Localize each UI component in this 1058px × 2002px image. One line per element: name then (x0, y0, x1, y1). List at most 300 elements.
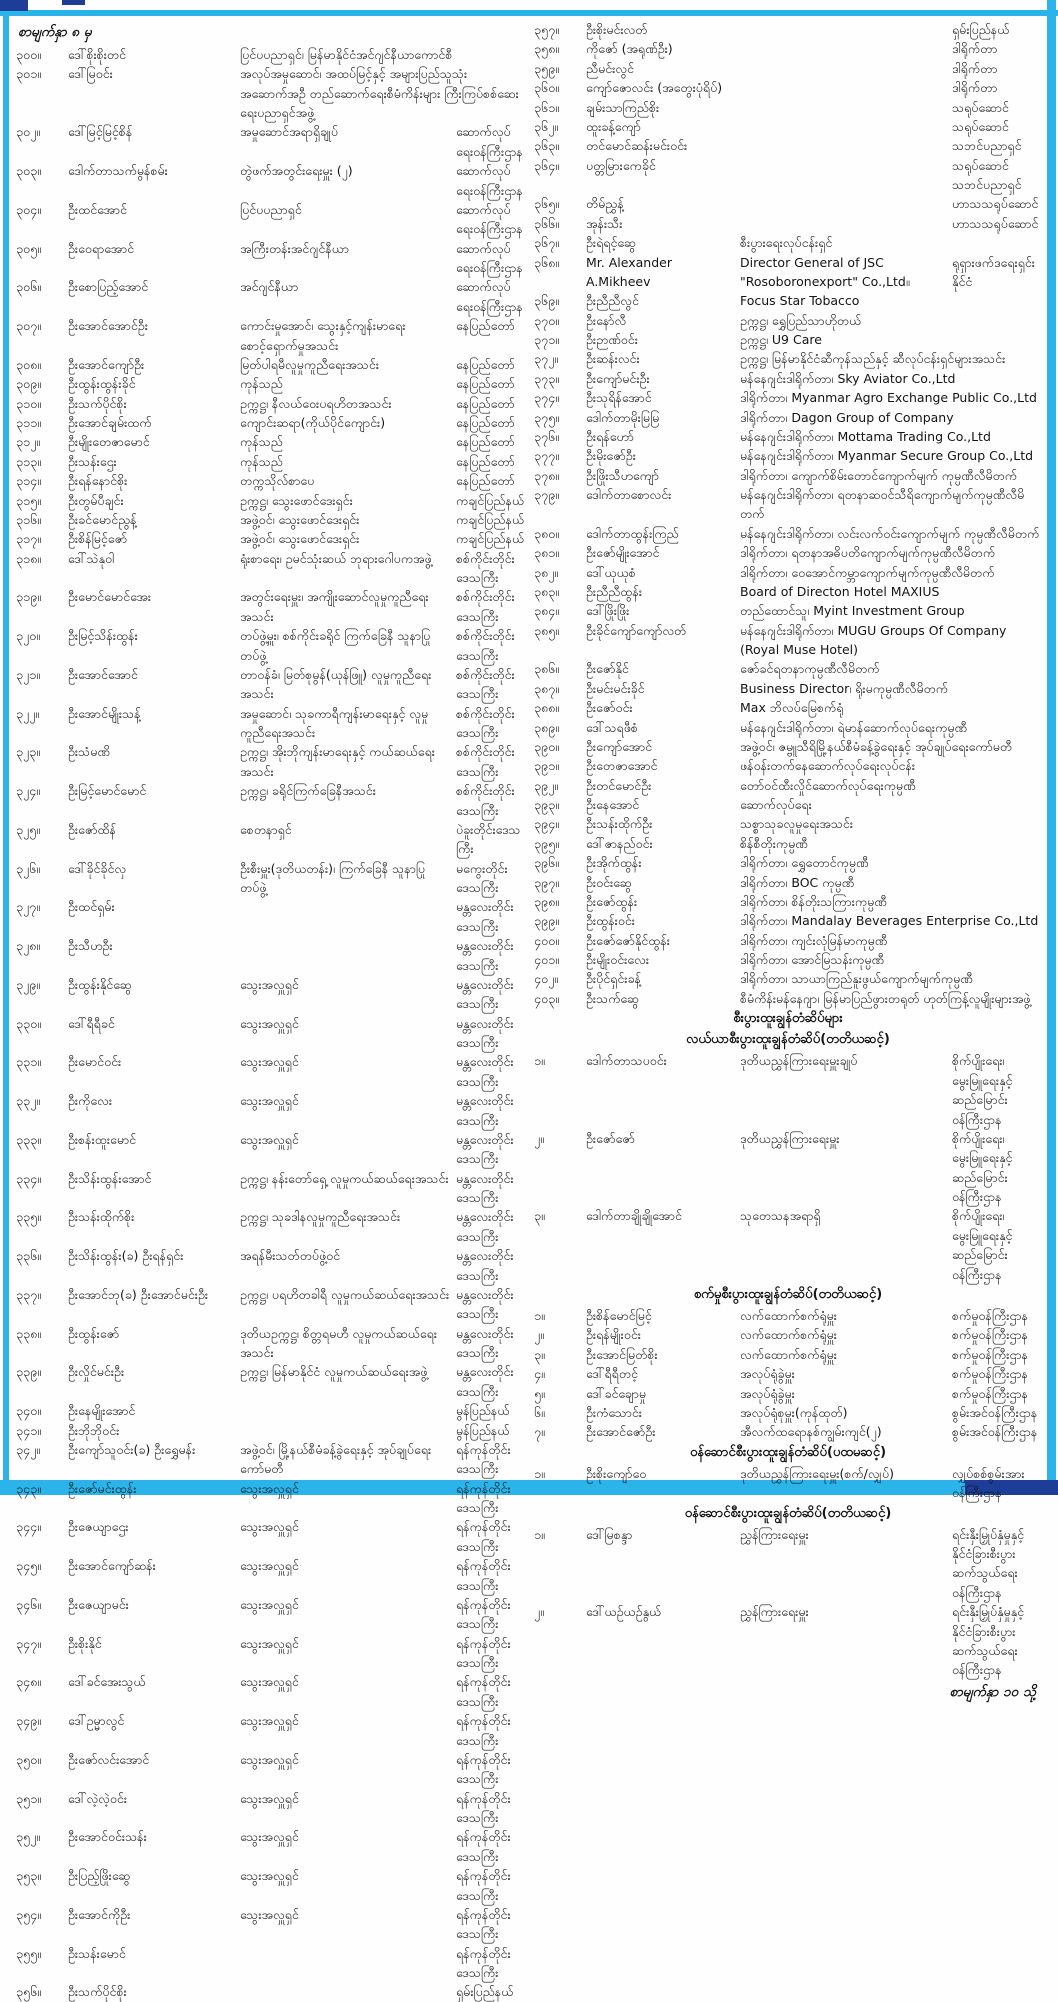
entry-role: စိန်စီတိုးကုမ္ပဏီ (740, 835, 808, 851)
entry-number: ၃၁၈။ (16, 550, 41, 566)
entry-name: ဦးဆန်းလင်း (586, 351, 640, 367)
entry-region: ပဲခူးတိုင်းဒေသကြီး (456, 821, 521, 857)
entry-region: ဟာသသရုပ်ဆောင် (952, 196, 1039, 212)
entry-role: ဥက္ကဋ္ဌ၊ မြန်မာနိုင်ငံဆီကုန်သည်နှင့် ဆီလုပ်ငန်းရှင်များအသင်း (740, 351, 1006, 367)
entry-number: ၃၆၆။ (534, 215, 559, 231)
entry-name: ဦးဇေယျာမင်း (68, 1596, 129, 1612)
entry-name: ဦးဇော်ဇော်နိုင်ထွန်း (586, 932, 670, 948)
entry-role: သွေးအလှူရှင် (240, 976, 299, 992)
section-header: လယ်ယာစီးပွားထူးချွန်တံဆိပ်(တတိယဆင့်) (686, 1032, 890, 1048)
entry-role: မြတ်ပါရမီလူမှုကူညီရေးအသင်း (240, 356, 380, 372)
entry-number: ၃၂၇။ (16, 899, 40, 915)
entry-name: ဒေါ်လဲ့လဲ့ဝင်း (68, 1790, 128, 1806)
entry-region: မန္တလေးတိုင်းဒေသကြီး (456, 1131, 514, 1167)
entry-name: ဒေါ်ယဉ်ယဉ်နွယ် (586, 1604, 662, 1620)
entry-region: ဆောက်လုပ်ရေးဝန်ကြီးဌာန (456, 201, 523, 237)
entry-name: ဒေါက်တာထွန်းကြည် (586, 525, 679, 541)
frame-top-border (0, 10, 1058, 16)
entry-number: ၃၃၂။ (16, 1093, 40, 1109)
list-item (16, 374, 524, 393)
entry-number: ၅။ (534, 1385, 545, 1401)
entry-name: ဒေါက်တာစောလင်း (586, 487, 672, 502)
entry-name: ဦးအောင်ဘု(ခ) ဦးအောင်မင်းဦး (68, 1286, 209, 1302)
entry-number: ၄၀၃။ (534, 990, 559, 1006)
list-item (534, 892, 1042, 911)
entry-name: ဦးသန်းထိုက်ဦး (586, 816, 653, 832)
entry-name: ဦးစန်းထူးမောင် (68, 1131, 137, 1147)
entry-number: ၃၉၇။ (534, 874, 559, 890)
entry-number: ၃၇၂။ (534, 351, 558, 367)
entry-region: မန္တလေးတိုင်းဒေသကြီး (456, 976, 514, 1012)
entry-role: ပြင်ပပညာရှင် (240, 201, 302, 217)
entry-name: ဦးမြင့်မောင်မောင် (68, 783, 147, 799)
list-item (534, 98, 1042, 117)
entry-role: သစ္စာသုခလူမှုရေးအသင်း (740, 816, 854, 832)
entry-name: ဦးဘိုဘိုဝင်း (68, 1422, 120, 1438)
entry-region: မကွေးတိုင်းဒေသကြီး (456, 860, 508, 896)
list-item (534, 950, 1042, 969)
entry-number: ၃၈၄။ (534, 603, 559, 619)
entry-number: ၃၃၈။ (16, 1325, 41, 1341)
entry-number: ၃၀၆။ (16, 279, 41, 295)
list-item (16, 1130, 524, 1169)
entry-number: ၃၈၇။ (534, 680, 559, 696)
entry-role: အင်ဂျင်နီယာ (240, 279, 299, 295)
entry-number: ၃၇၃။ (534, 370, 559, 386)
entry-role: သုတေသနအရာရှိ (740, 1208, 821, 1224)
entry-number: ၃၃၇။ (16, 1286, 41, 1302)
list-item (16, 897, 524, 936)
entry-role: မန်နေဂျင်းဒါရိုက်တာ၊ ရဲမာန်ဆောက်လုပ်ရေးကုမ္ပဏီ (740, 719, 968, 735)
entry-number: ၃၆၈။ (534, 254, 559, 270)
entry-number: ၃၇၀။ (534, 312, 559, 328)
list-item (16, 1789, 524, 1828)
list-item (534, 59, 1042, 78)
entry-role: ဥက္ကဋ္ဌ၊ U9 Care (740, 332, 822, 347)
list-item (534, 911, 1042, 930)
entry-region: စစ်ကိုင်းတိုင်းဒေသကြီး (456, 744, 515, 779)
list-item (16, 316, 524, 355)
entry-region: နေပြည်တော် (456, 356, 515, 372)
entry-region: ဆောက်လုပ်ရေးဝန်ကြီးဌာန (456, 240, 523, 276)
entry-number: ၃၂၆။ (16, 860, 40, 876)
entry-region: ကချင်ပြည်နယ် (456, 531, 525, 547)
entry-role: တည်ထောင်သူ၊ Myint Investment Group (740, 603, 965, 619)
entry-name: ဦးစိုးမင်းလတ် (586, 22, 648, 37)
entry-role (740, 214, 946, 227)
list-item (534, 369, 1042, 388)
entry-number: ၃၂၂။ (16, 705, 40, 721)
entry-role: Business Director၊ ရိုးမကုမ္ပဏီလီမိတက် (740, 680, 948, 696)
entry-region: စစ်ကိုင်းတိုင်းဒေသကြီး (456, 783, 515, 818)
entry-name: ဒေါ်မြစန္ဒာ (586, 1526, 633, 1542)
entry-number: ၃၈၂။ (534, 564, 559, 580)
list-item (534, 446, 1042, 465)
list-item (16, 1982, 524, 2001)
list-item (16, 1479, 524, 1518)
entry-name: ဦးမျိုးတေဇာမောင် (68, 434, 150, 450)
entry-region: ရန်ကုန်တိုင်းဒေသကြီး (456, 1751, 511, 1787)
entry-name: ဦးအောင်အောင် (68, 666, 138, 682)
entry-number: ၃၅၄။ (16, 1906, 41, 1922)
entry-name: ဦးစိုးကျော်ဝေ (586, 1465, 647, 1481)
entry-number: ၄။ (534, 1366, 545, 1382)
entry-region: ရင်းနှီးမြှုပ်နှံမှုနှင့်နိုင်ငံခြားစီးပွား ဆက်သွယ်ရေးဝန်ကြီးဌာန (952, 1604, 1025, 1678)
entry-role: အမှုဆောင်အရာရှိချုပ် (240, 124, 338, 140)
entry-role: သွေးအလှူရှင် (240, 1674, 299, 1690)
entry-name: ဦးအောင်ကျော်ဦး (68, 356, 145, 372)
entry-role (240, 1982, 450, 1995)
entry-region: မန္တလေးတိုင်းဒေသကြီး (456, 899, 514, 934)
entry-role: သွေးအလှူရှင် (240, 1829, 299, 1845)
entry-name: ဦးဇော်ထိန် (68, 821, 117, 837)
entry-region: စွမ်းအင်ဝန်ကြီးဌာန (952, 1424, 1038, 1440)
entry-role: မန်နေဂျင်းဒါရိုက်တာ၊ လင်းလက်ဝင်းကျောက်မျက် ကုမ္ပဏီလီမိတက် (740, 525, 1040, 541)
entry-name: ဦးဖြိုးသီဟကျော် (586, 467, 659, 483)
entry-role: ဒါရိုက်တာ၊ သာယာကြည်နူးဖွယ်ကျောက်မျက်ကုမ္ပဏီ (740, 971, 973, 987)
list-item (16, 1440, 524, 1479)
entry-role: သွေးအလှူရှင် (240, 1054, 299, 1070)
list-item (534, 563, 1042, 582)
list-item (16, 1401, 524, 1420)
entry-region: စစ်ကိုင်းတိုင်းဒေသကြီး (456, 666, 515, 702)
entry-role: Focus Star Tobacco (740, 293, 860, 309)
entry-role: ဥက္ကဋ္ဌ၊ ရွှေပြည်သာဟိုတယ် (740, 312, 862, 328)
list-item (534, 795, 1042, 814)
entry-number: ၃၈၃။ (534, 583, 559, 599)
entry-number: ၃၈၀။ (534, 525, 559, 541)
entry-number: ၃၀၇။ (16, 318, 41, 334)
list-item (16, 820, 524, 859)
list-item (16, 587, 524, 626)
list-item (534, 330, 1042, 349)
entry-region: နေပြည်တော် (456, 415, 515, 431)
list-item (534, 233, 1042, 252)
list-item (16, 1052, 524, 1091)
entry-role: ဥက္ကဋ္ဌ၊ သုခဒါနလူမှုကူညီရေးအသင်း (240, 1209, 401, 1225)
entry-role (240, 1401, 450, 1414)
entry-number: ၃၉၂။ (534, 777, 558, 793)
entry-name: ဦးကျော်အောင် (586, 738, 653, 754)
entry-role: ကောင်းမှုအောင်၊ သွေးနှင့်ကျန်းမာရေး စောင့်ရှောက်မှုအသင်း (240, 318, 406, 353)
entry-number: ၃၄၆။ (16, 1596, 41, 1612)
entry-role: အဖွဲ့ဝင်၊ ဇမ္ဗူသီရိမြို့နယ်စီမံခန့်ခွဲရေးနှင့် အုပ်ချုပ်ရေးကော်မတီ (740, 738, 1013, 754)
entry-name: ဦးနေအောင် (586, 797, 640, 812)
list-item (16, 1827, 524, 1866)
entry-name: ဦးစိန်မြင့်ဇော် (68, 531, 128, 547)
entry-name: ထူးခန့်ကျော် (586, 118, 641, 134)
list-item (16, 64, 524, 122)
entry-region: ရန်ကုန်တိုင်းဒေသကြီး (456, 1441, 511, 1477)
entry-role: သွေးအလှူရှင် (240, 1093, 299, 1109)
list-item (534, 621, 1042, 660)
entry-role: သွေးအလှူရှင် (240, 1906, 299, 1922)
entry-region: ရန်ကုန်တိုင်းဒေသကြီး (456, 1868, 511, 1903)
entry-region: ဒါရိုက်တာ (952, 60, 998, 76)
entry-name: ဒေါက်တာသက်မွန်စမ်း (68, 163, 168, 179)
entry-role: အရန်မီးသတ်တပ်ဖွဲ့ဝင် (240, 1248, 341, 1264)
entry-number: ၃၆၉။ (534, 293, 559, 309)
list-item (534, 1384, 1042, 1403)
entry-name: ဦးဇော်လင်းအောင် (68, 1751, 150, 1767)
entry-role: သွေးအလှူရှင် (240, 1480, 299, 1496)
entry-name: ဦးသက်ပိုင်စိုး (68, 1984, 127, 2000)
list-item (16, 1517, 524, 1556)
entry-name: ဒေါ်ရီရီတင့် (586, 1366, 638, 1382)
list-item (534, 39, 1042, 58)
entry-number: ၃၀၁။ (16, 66, 41, 82)
entry-number: ၃၇၈။ (534, 467, 559, 483)
entry-number: ၃၀၈။ (16, 356, 41, 372)
entry-role: ဒါရိုက်တာ၊ ရတနာအဓိပတိကျောက်မျက်ကုမ္ပဏီလီမိတက် (740, 545, 996, 561)
entry-role: အီလက်ထရောနစ်ကျွမ်းကျင်(၂) (740, 1424, 882, 1440)
list-item (534, 853, 1042, 872)
entry-name: ဦးတင်မောင်ဦး (586, 777, 652, 793)
entry-name: ဒေါ်ခင်ချောမှု (586, 1385, 647, 1401)
entry-number: ၃၃၉။ (16, 1364, 41, 1380)
entry-role (240, 897, 450, 910)
list-item (16, 859, 524, 898)
entry-role: မန်နေဂျင်းဒါရိုက်တာ၊ MUGU Groups Of Company (Royal Muse Hotel) (740, 622, 1007, 657)
entry-role: သွေးအလှူရှင် (240, 1558, 299, 1574)
entry-region: စိုက်ပျိုးရေး၊ မွေးမြူရေးနှင့် ဆည်မြောင်းဝန်ကြီးဌာန (952, 1053, 1013, 1127)
list-item (534, 466, 1042, 485)
entry-number: ၁။ (534, 1053, 545, 1069)
entry-name: တိမ်ညွှန့် (586, 196, 624, 212)
list-item (534, 388, 1042, 407)
entry-number: ၃၅၂။ (16, 1829, 40, 1845)
entry-region: စက်မှုဝန်ကြီးဌာန (952, 1366, 1028, 1382)
list-item (534, 601, 1042, 620)
entry-name: ဦးရန်မျိုးဝင်း (586, 1327, 641, 1343)
list-item (16, 452, 524, 471)
entry-name: ဦးဝေရာအောင် (68, 240, 135, 256)
entry-region: မန္တလေးတိုင်းဒေသကြီး (456, 1248, 514, 1283)
entry-number: ၃၀၃။ (16, 163, 41, 179)
entry-role: အတွင်းရေးမှူး၊ အကျိုးဆောင်လူမှုကူညီရေးအသင်း (240, 589, 429, 624)
left-column (16, 20, 525, 2000)
entry-number: ၃၇၁။ (534, 332, 559, 347)
entry-name: ဦးထွန်းဇော် (68, 1325, 120, 1341)
entry-number: ၃၅၆။ (16, 1984, 41, 2000)
list-item (534, 737, 1042, 756)
entry-name: ဦးသိန်းထွန်း(ခ) ဦးရန်ရှင်း (68, 1248, 184, 1264)
entry-region: မွန်ပြည်နယ် (456, 1422, 510, 1438)
entry-role (740, 136, 946, 149)
entry-name: ဦးထွန်းဝင်း (586, 913, 635, 929)
entry-region: ရင်းနှီးမြှုပ်နှံမှုနှင့် နိုင်ငံခြားစီးပွား ဆက်သွယ်ရေးဝန်ကြီးဌာန (952, 1526, 1025, 1600)
list-item (534, 1525, 1042, 1603)
entry-number: ၃၇၉။ (534, 487, 559, 502)
entry-role: လက်ထောက်စက်ရုံမှူး (740, 1327, 837, 1343)
entry-name: ဦးသန်းမောင် (68, 1945, 126, 1961)
entry-role: ကုန်သည် (240, 434, 283, 450)
entry-number: ၃၁၂။ (16, 434, 40, 450)
entry-role: သွေးအလှူရှင် (240, 1131, 299, 1147)
entry-role: ဥက္ကဋ္ဌ၊ မြန်မာနိုင်ငံ လူမှုကယ်ဆယ်ရေးအဖွဲ့ (240, 1364, 428, 1380)
entry-number: ၃၄၁။ (16, 1422, 41, 1438)
list-item (16, 1091, 524, 1130)
entry-role: Board of Directon Hotel MAXIUS (740, 583, 940, 599)
list-item (16, 432, 524, 451)
entry-role: ဥက္ကဋ္ဌ၊ နန်းတော်ရှေ့ လူမှုကယ်ဆယ်ရေးအသင်း (240, 1170, 449, 1186)
entry-name: ဒေါက်တာမိုးမြမြ (586, 409, 660, 425)
left-column-entries (16, 45, 524, 2002)
entry-number: ၃၇၇။ (534, 448, 559, 464)
entry-number: ၂။ (534, 1604, 544, 1620)
entry-name: ဒေါ်စိုးစိုးတင် (68, 46, 126, 62)
entry-name: ဦးဇော်မင်းထွန်း (68, 1480, 137, 1496)
list-item (16, 239, 524, 278)
entry-name: ဦးညီညီထွန်း (586, 583, 643, 599)
entry-name: ဦးအိုက်ထွန်း (586, 855, 642, 871)
entry-role (740, 117, 946, 130)
entry-region: စက်မှုဝန်ကြီးဌာန (952, 1385, 1028, 1401)
list-item (16, 510, 524, 529)
entry-number: ၃၅၃။ (16, 1868, 41, 1884)
entry-role: အဖွဲ့ဝင်၊ သွေးဖောင်ဒေးရှင်း (240, 531, 360, 547)
entry-region: ရန်ကုန်တိုင်းဒေသကြီး (456, 1558, 511, 1593)
entry-role: မန်နေဂျင်းဒါရိုက်တာ၊ Sky Aviator Co.,Ltd (740, 370, 956, 386)
entry-number: ၃၁၄။ (16, 473, 41, 489)
entry-region (952, 233, 1042, 246)
entry-role: ဆောက်လုပ်ရေး (740, 797, 812, 812)
entry-region: စက်မှုဝန်ကြီးဌာန (952, 1346, 1028, 1362)
list-item (534, 1206, 1042, 1284)
entry-number: ၃၆၅။ (534, 196, 559, 212)
page-content (16, 20, 1040, 2000)
list-item (534, 969, 1042, 988)
list-item (534, 311, 1042, 330)
entry-region: ဒါရိုက်တာ (952, 41, 998, 57)
entry-name: ဦးမိုးဇော်ဦး (586, 448, 636, 464)
list-item (534, 1129, 1042, 1207)
entry-region: စိုက်ပျိုးရေး၊ မွေးမြူရေးနှင့် ဆည်မြောင်းဝန်ကြီးဌာန (952, 1130, 1013, 1205)
entry-region: မန္တလေးတိုင်းဒေသကြီး (456, 1209, 514, 1244)
entry-name: ဦးမောင်မောင်အေး (68, 589, 152, 605)
list-item (534, 427, 1042, 446)
entry-region: ဒါရိုက်တာ (952, 80, 998, 96)
list-item (16, 413, 524, 432)
entry-role: မန်နေဂျင်းဒါရိုက်တာ၊ Mottama Trading Co.,Ltd (740, 428, 991, 444)
entry-role (740, 20, 946, 33)
list-item (534, 1422, 1042, 1441)
entry-name: ဦးဇော်ဝင်း (586, 700, 633, 716)
entry-name: ချမ်းသာကြည်စိုး (586, 99, 660, 115)
entry-region: မန္တလေးတိုင်းဒေသကြီး (456, 1054, 514, 1089)
entry-role: ကုန်သည် (240, 453, 283, 469)
entry-role: ပြင်ပပညာရှင်၊ မြန်မာနိုင်ငံအင်ဂျင်နီယာကောင်စီ (240, 46, 453, 62)
entry-region: နေပြည်တော် (456, 395, 515, 411)
list-item (534, 1051, 1042, 1129)
list-item (534, 543, 1042, 562)
entry-number: ၃၄၅။ (16, 1558, 41, 1574)
entry-role: ဒုတိယညွှန်ကြားရေးမှူး(စက်/လျှပ်) (740, 1465, 895, 1481)
entry-number: ၃၆၃။ (534, 138, 559, 154)
entry-region: ရန်ကုန်တိုင်းဒေသကြီး (456, 1945, 511, 1981)
entry-number: ၃၄၄။ (16, 1519, 41, 1535)
entry-name: ဒေါ်မြင့်မြင့်စိန် (68, 124, 133, 140)
entry-number: ၃၉၈။ (534, 893, 559, 909)
entry-region: စစ်ကိုင်းတိုင်းဒေသကြီး (456, 628, 515, 663)
list-item (16, 781, 524, 820)
entry-name: ဒေါ်မြဝင်း (68, 66, 113, 82)
entry-role: ဥက္ကဋ္ဌ၊ ပရဟိတခါရီ လူမှုကယ်ဆယ်ရေးအသင်း (240, 1286, 450, 1302)
entry-role: ဒါရိုက်တာ၊ ရွှေတောင်ကုမ္ပဏီ (740, 855, 869, 871)
list-item (534, 1364, 1042, 1383)
entry-name: ဦးဇော်ထွန်း (586, 893, 638, 909)
entry-region: စက်မှုဝန်ကြီးဌာန (952, 1308, 1028, 1324)
list-item (534, 214, 1042, 233)
entry-name: ဒေါ်ခင်အေးသွယ် (68, 1674, 146, 1690)
entry-number: ၃၃၆။ (16, 1248, 41, 1264)
entry-name: ဦးပိုင်ရှင်းခန့် (586, 971, 641, 987)
entry-role: ဒုတိယဥက္ကဋ္ဌ၊ စိတ္တရမဟီ လူမှုကယ်ဆယ်ရေး အသင်း (240, 1325, 438, 1361)
entry-role: ဒုတိယညွှန်ကြားရေးမှူးချုပ် (740, 1053, 858, 1069)
entry-role: ဒါရိုက်တာ၊ အောင်မြသန်းကုမ္ပဏီ (740, 952, 885, 967)
entry-region: ဆောက်လုပ်ရေးဝန်ကြီးဌာန (456, 279, 523, 314)
entry-region: ရန်ကုန်တိုင်းဒေသကြီး (456, 1519, 511, 1554)
entry-name: ဒေါ်ဥမ္မာလွင် (68, 1713, 125, 1729)
entry-role: ဒါရိုက်တာ၊ စိန်တိုးသကြားကုမ္ပဏီ (740, 893, 887, 909)
entry-name: ဦးသံမဏိ (68, 744, 110, 760)
entry-role: တက္ကသိုလ်စာပေ (240, 473, 315, 489)
section-header: စက်မှုစီးပွားထူးချွန်တံဆိပ်(တတိယဆင့်) (693, 1286, 883, 1302)
list-item (16, 1285, 524, 1324)
frame-top-accent-tab (62, 0, 85, 5)
entry-number: ၆။ (534, 1404, 545, 1420)
continued-to-page-label: စာမျက်နှာ ၁၀ သို့ (949, 1683, 1036, 1700)
entry-role: ဒါရိုက်တာ၊ ကျင်းလုံမြန်မာကုမ္ပဏီ (740, 932, 888, 948)
entry-region: ရန်ကုန်တိုင်းဒေသကြီး (456, 1713, 511, 1748)
entry-number: ၃၉၆။ (534, 855, 559, 871)
list-item (534, 679, 1042, 698)
list-item (16, 665, 524, 704)
list-item (534, 194, 1042, 213)
list-item (16, 1324, 524, 1363)
frame-corner-top-left-accent (0, 0, 28, 11)
list-item (534, 756, 1042, 775)
entry-name: ဦးအောင်ချမ်းထက် (68, 415, 152, 431)
entry-name: ပတ္တမြားကေခိုင် (586, 157, 656, 173)
entry-number: ၃၆၂။ (534, 118, 558, 134)
entry-role (740, 98, 946, 111)
entry-role: သွေးအလှူရှင် (240, 1015, 299, 1031)
list-item (16, 529, 524, 548)
entry-number: ၃၄၇။ (16, 1635, 41, 1651)
list-item (16, 704, 524, 743)
entry-region: နေပြည်တော် (456, 434, 515, 450)
section-header: ဝန်ဆောင်စီးပွားထူးချွန်တံဆိပ်(ပထမဆင့်) (689, 1444, 887, 1460)
entry-role: ဥက္ကဋ္ဌ၊ နီလယ်ဝေးပရဟိတအသင်း (240, 395, 392, 411)
list-item (534, 253, 1042, 292)
entry-region: မန္တလေးတိုင်းဒေသကြီး (456, 1170, 514, 1206)
list-item (534, 776, 1042, 795)
entry-region: သရုပ်ဆောင် (952, 118, 1009, 134)
entry-name: ဦးနော်လီ (586, 312, 627, 328)
entry-region: ရန်ကုန်တိုင်းဒေသကြီး (456, 1596, 511, 1632)
entry-name: ဦးအောင်ဝင်းသန်း (68, 1829, 147, 1845)
entry-region: ရန်ကုန်တိုင်းဒေသကြီး (456, 1480, 511, 1516)
entry-name: ဒေါ်ခိုင်ခိုင်လှ (68, 860, 127, 876)
entry-role: မန်နေဂျင်းဒါရိုက်တာ၊ ရတနာဆဝင်သီရိကျောက်မျက်ကုမ္ပဏီလီမိတက် (740, 487, 1025, 522)
entry-name: ဦးစိုးနိုင် (68, 1635, 102, 1651)
entry-role: Director General of JSC "Rosoboronexport" Co.,Ltd။ (740, 254, 910, 289)
entry-role: အဖွဲ့ဝင်၊ သွေးဖောင်ဒေးရှင်း (240, 511, 360, 527)
entry-number: ၃၂၄။ (16, 783, 40, 799)
entry-name: ဦးစိန်မောင်မြင့် (586, 1308, 652, 1324)
entry-role: သွေးအလှူရှင် (240, 1519, 299, 1535)
